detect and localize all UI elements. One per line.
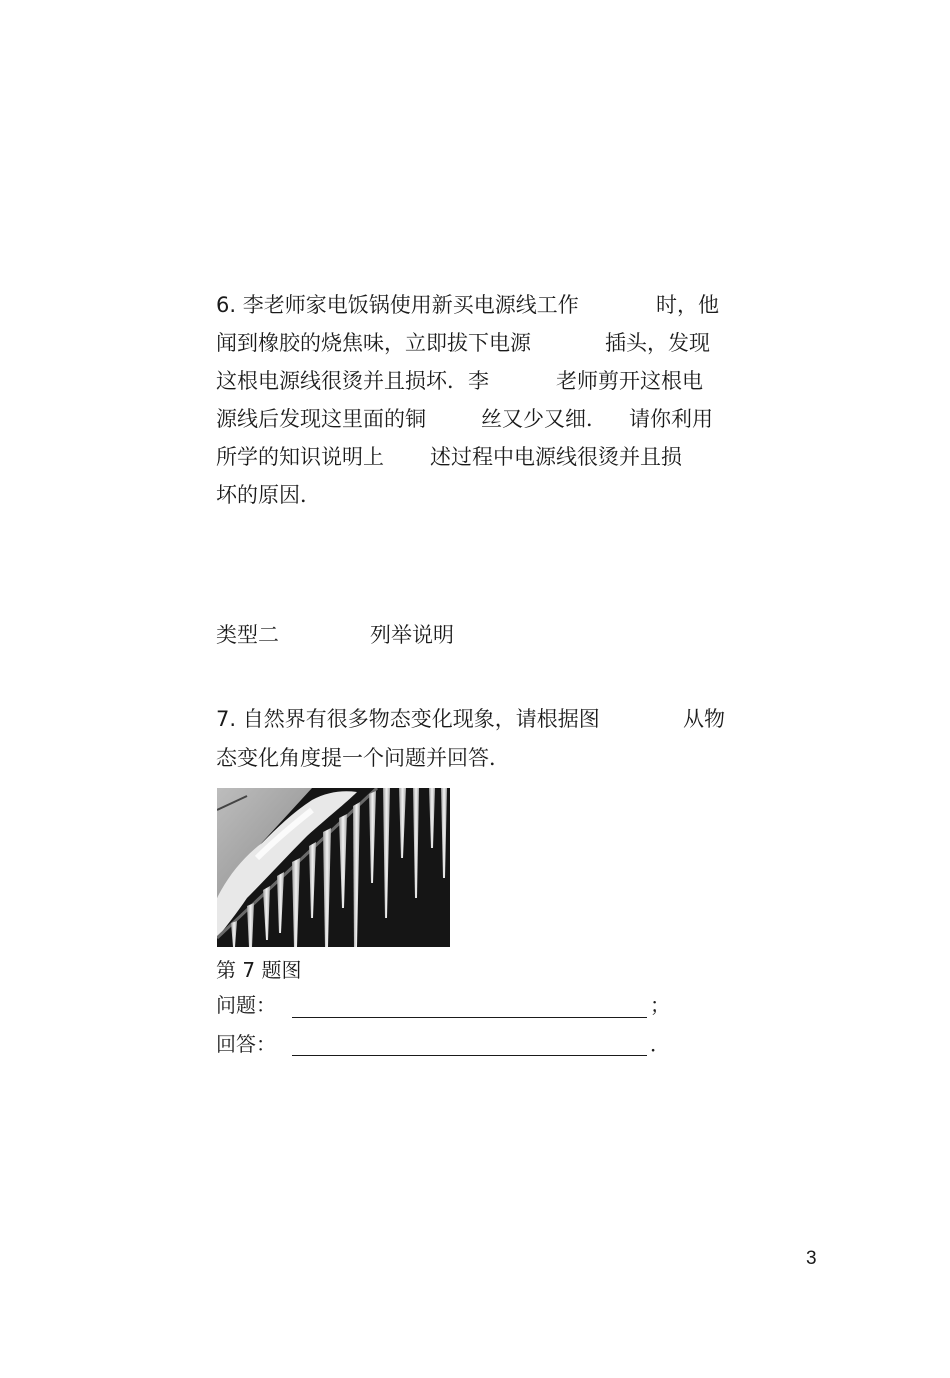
q6-line-4-a: 源线后发现这里面的铜: [216, 407, 426, 431]
q7-line-2-a: 态变化角度提一个问题并回答．: [216, 746, 510, 770]
icicle-photo: [217, 788, 450, 947]
q6-line-1-a: 6. 李老师家电饭锅使用新买电源线工作: [216, 293, 579, 317]
question-label: 问题：: [216, 993, 276, 1017]
q6-line-6: [216, 481, 321, 565]
q6-line-3-b: 老师剪开这根电: [556, 369, 703, 393]
section-heading: [216, 621, 454, 705]
section-title: 列举说明: [370, 623, 454, 647]
q6-line-4-b: 丝又少又细．: [481, 407, 607, 431]
question-end-mark: ；: [650, 993, 670, 1017]
answer-end-mark: ．: [650, 1032, 670, 1056]
q6-line-6-a: 坏的原因．: [216, 483, 321, 507]
q6-line-5-b: 述过程中电源线很烫并且损: [430, 445, 682, 469]
question-answer-blank[interactable]: [292, 1017, 647, 1018]
answer-label: 回答：: [216, 1032, 276, 1056]
q6-line-1-b: 时，他: [656, 293, 719, 317]
q6-line-3-a: 这根电源线很烫并且损坏．李: [216, 369, 489, 393]
q6-line-5-a: 所学的知识说明上: [216, 445, 384, 469]
page-number: 3: [806, 1248, 817, 1269]
q6-line-4-c: 请你利用: [629, 407, 713, 431]
figure-caption: 第 7 题图: [216, 958, 302, 982]
q7-line-1-b: 从物: [683, 707, 725, 731]
answer-blank[interactable]: [292, 1055, 647, 1056]
q6-line-2-a: 闻到橡胶的烧焦味，立即拔下电源: [216, 331, 531, 355]
section-label: 类型二: [216, 623, 279, 647]
q7-line-1-a: 7. 自然界有很多物态变化现象，请根据图: [216, 707, 600, 731]
q6-line-2-b: 插头，发现: [605, 331, 710, 355]
